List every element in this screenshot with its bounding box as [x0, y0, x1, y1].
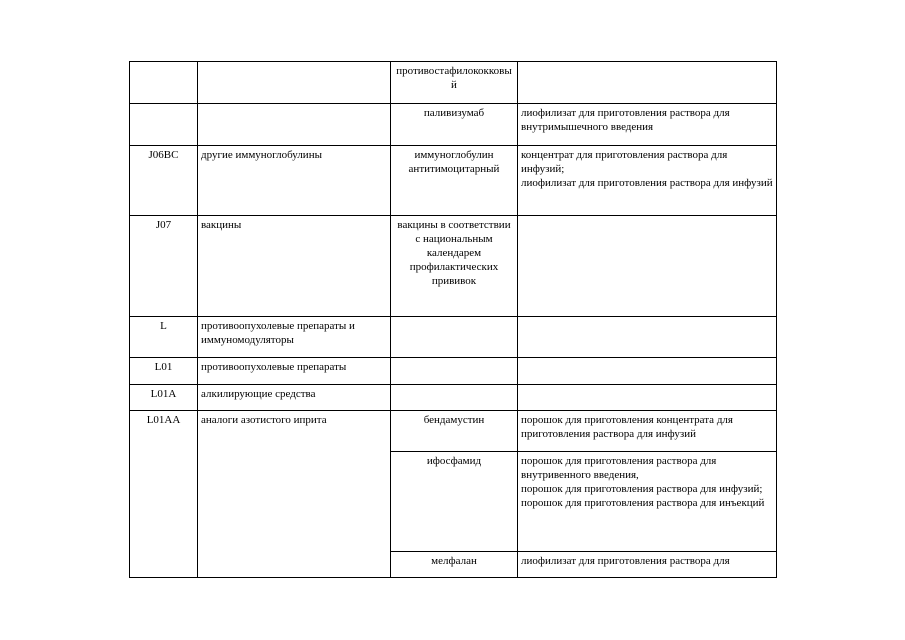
table-row	[130, 452, 777, 552]
drug-name-cell: иммуноглобулин антитимоцитарный	[391, 146, 518, 216]
dosage-form-cell	[518, 411, 777, 452]
atc-code-cell: L	[130, 317, 198, 358]
atc-code-cell: L01AA	[130, 411, 198, 452]
dosage-form-cell	[518, 358, 777, 385]
drug-name-cell: паливизумаб	[391, 104, 518, 146]
table-row	[130, 62, 777, 104]
group-name-cell: противоопухолевые препараты и иммуномодуляторы	[198, 317, 391, 358]
group-name-cell	[198, 104, 391, 146]
table-row	[130, 552, 777, 578]
drug-name-cell: мелфалан	[391, 552, 518, 578]
atc-code-cell: J06BC	[130, 146, 198, 216]
atc-code-cell	[130, 62, 198, 104]
dosage-form-cell	[518, 385, 777, 411]
dosage-form-text: порошок для приготовления раствора для внутривенного введения,	[521, 455, 717, 481]
table-row	[130, 358, 777, 385]
dosage-form-text: лиофилизат для приготовления раствора для внутримышечного введения	[521, 107, 730, 133]
dosage-form-cell	[518, 146, 777, 216]
dosage-form-text: лиофилизат для приготовления раствора для	[521, 555, 730, 567]
table-row	[130, 385, 777, 411]
atc-code-cell: L01A	[130, 385, 198, 411]
group-name-cell	[198, 452, 391, 552]
group-name-cell: противоопухолевые препараты	[198, 358, 391, 385]
table-row	[130, 317, 777, 358]
atc-code-cell	[130, 104, 198, 146]
group-name-cell	[198, 62, 391, 104]
dosage-form-cell	[518, 452, 777, 552]
drug-table	[129, 61, 777, 578]
group-name-cell: алкилирующие средства	[198, 385, 391, 411]
dosage-form-cell	[518, 216, 777, 317]
group-name-cell: аналоги азотистого иприта	[198, 411, 391, 452]
dosage-form-text: порошок для приготовления раствора для инфузий;	[521, 483, 763, 495]
table-row	[130, 216, 777, 317]
atc-code-cell: J07	[130, 216, 198, 317]
dosage-form-cell	[518, 62, 777, 104]
dosage-form-cell	[518, 552, 777, 578]
atc-code-cell	[130, 552, 198, 578]
drug-name-cell: бендамустин	[391, 411, 518, 452]
atc-code-cell	[130, 452, 198, 552]
drug-name-cell	[391, 385, 518, 411]
table-row	[130, 104, 777, 146]
dosage-form-text: концентрат для приготовления раствора для инфузий;	[521, 149, 728, 175]
drug-name-cell: ифосфамид	[391, 452, 518, 552]
drug-name-cell: вакцины в соответствии с национальным календарем профилактических прививок	[391, 216, 518, 317]
table-row	[130, 411, 777, 452]
dosage-form-cell	[518, 317, 777, 358]
group-name-cell: вакцины	[198, 216, 391, 317]
dosage-form-text: порошок для приготовления раствора для инъекций	[521, 497, 765, 509]
atc-code-cell: L01	[130, 358, 198, 385]
drug-name-cell	[391, 358, 518, 385]
drug-name-cell: противостафилококковый	[391, 62, 518, 104]
table-row	[130, 146, 777, 216]
drug-name-cell	[391, 317, 518, 358]
dosage-form-cell	[518, 104, 777, 146]
dosage-form-text: лиофилизат для приготовления раствора для инфузий	[521, 177, 773, 189]
group-name-cell	[198, 552, 391, 578]
dosage-form-text: порошок для приготовления концентрата для приготовления раствора для инфузий	[521, 414, 733, 440]
group-name-cell: другие иммуноглобулины	[198, 146, 391, 216]
